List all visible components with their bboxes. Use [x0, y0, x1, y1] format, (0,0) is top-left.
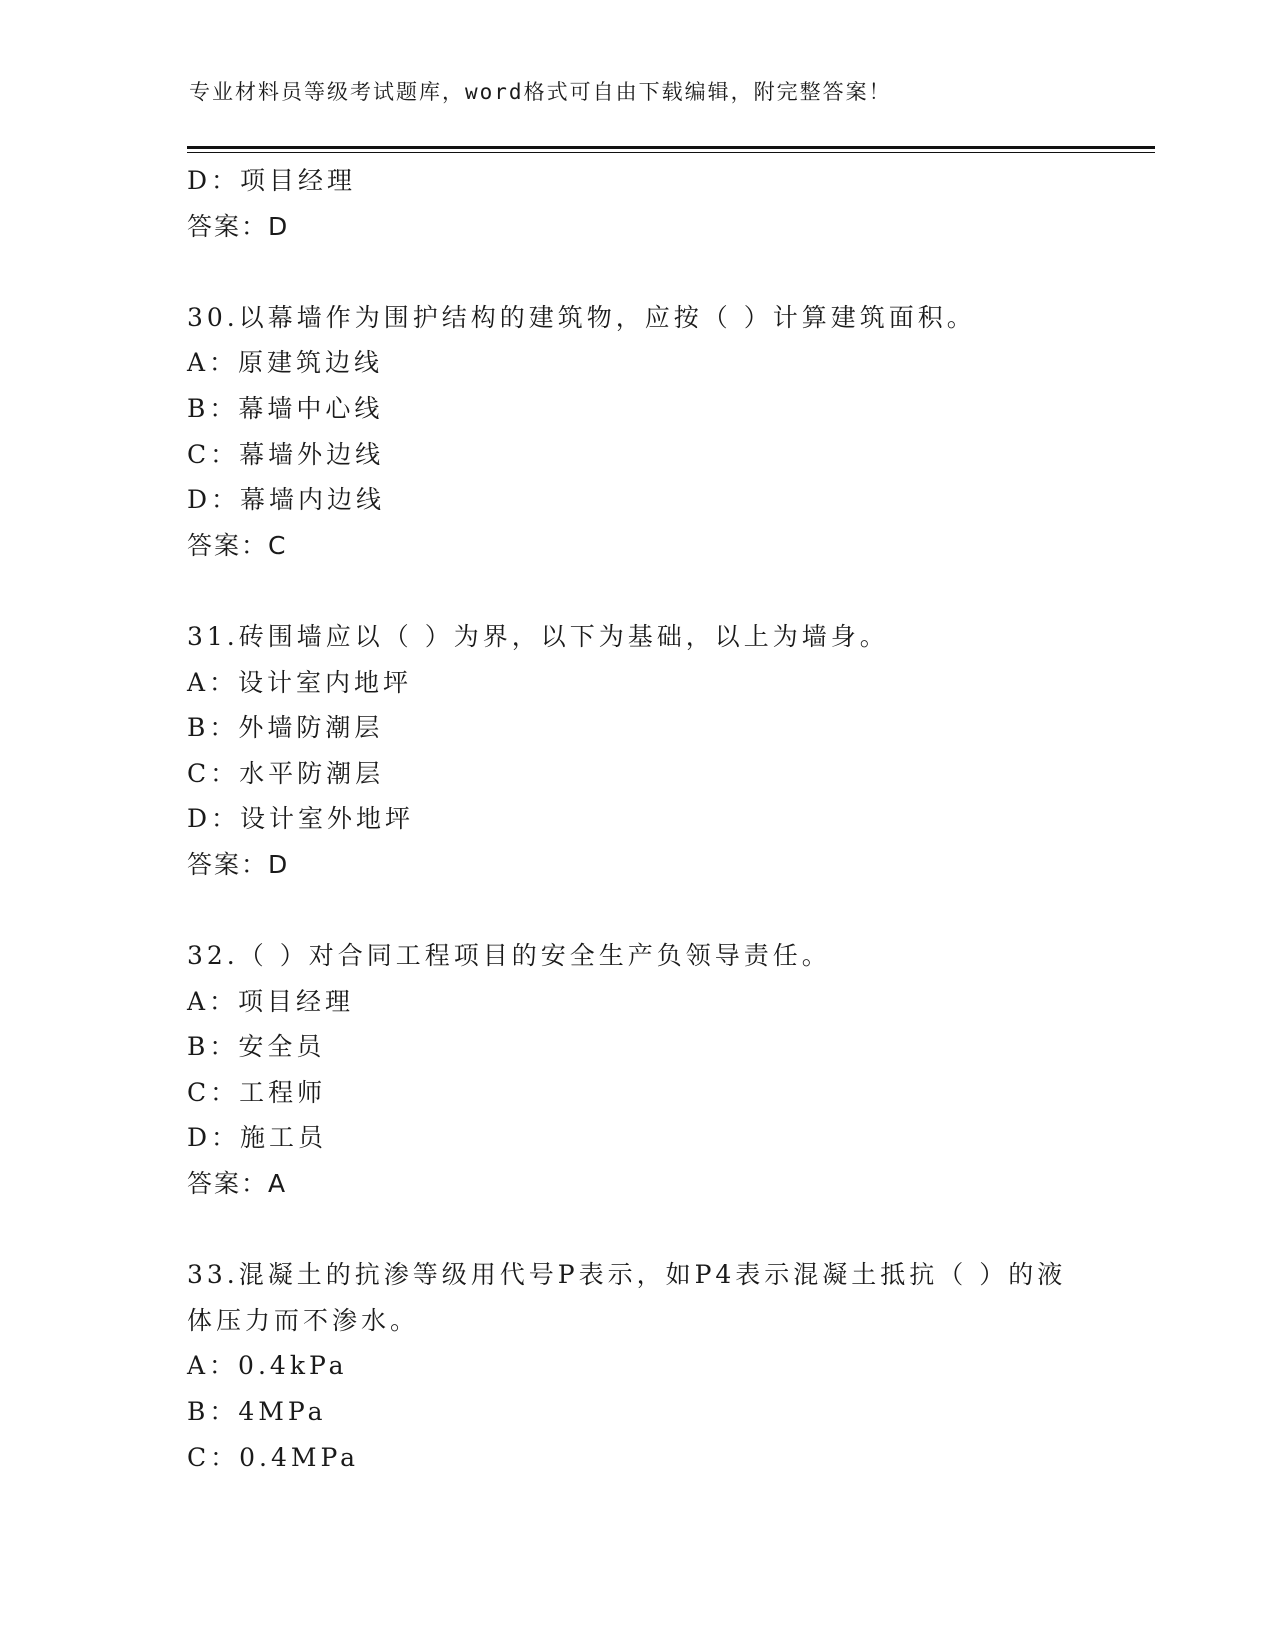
option-d: D：幕墙内边线	[187, 485, 386, 515]
option-c: C：幕墙外边线	[187, 439, 385, 469]
question-stem: 32.（ ）对合同工程项目的安全生产负领导责任。	[187, 941, 831, 971]
answer: 答案：D	[187, 211, 290, 241]
option-d: D：设计室外地坪	[187, 804, 415, 834]
option-c: C：工程师	[187, 1077, 327, 1107]
question-stem-line-2: 体压力而不渗水。	[187, 1305, 420, 1335]
question-stem: 30.以幕墙作为围护结构的建筑物，应按（ ）计算建筑面积。	[187, 302, 976, 332]
question-32	[187, 933, 1087, 1207]
question-stem: 31.砖围墙应以（ ）为界，以下为基础，以上为墙身。	[187, 621, 889, 651]
option-a: A：原建筑边线	[187, 348, 384, 378]
header-rule-thick	[187, 146, 1155, 149]
option-d: D：项目经理	[187, 166, 357, 195]
option-a: A：设计室内地坪	[187, 667, 413, 697]
page-header: 专业材料员等级考试题库，word格式可自由下载编辑，附完整答案！	[189, 80, 892, 104]
option-b: B：外墙防潮层	[187, 713, 384, 743]
option-b: B：4MPa	[187, 1397, 327, 1427]
question-33	[187, 1252, 1087, 1480]
answer: 答案：D	[187, 849, 290, 879]
answer: 答案：A	[187, 1169, 288, 1199]
question-31	[187, 614, 1087, 888]
question-stem-line-1: 33.混凝土的抗渗等级用代号P表示，如P4表示混凝土抵抗（ ）的液	[187, 1260, 1067, 1290]
option-c: C：水平防潮层	[187, 758, 385, 788]
option-a: A：0.4kPa	[187, 1351, 348, 1381]
option-b: B：安全员	[187, 1032, 326, 1062]
option-b: B：幕墙中心线	[187, 393, 384, 423]
question-30	[187, 295, 1087, 569]
question-content	[187, 158, 1087, 1480]
option-c: C：0.4MPa	[187, 1442, 360, 1472]
header-rule-thin	[187, 152, 1155, 153]
option-d: D：施工员	[187, 1123, 328, 1153]
answer: 答案：C	[187, 530, 288, 560]
option-a: A：项目经理	[187, 986, 355, 1016]
